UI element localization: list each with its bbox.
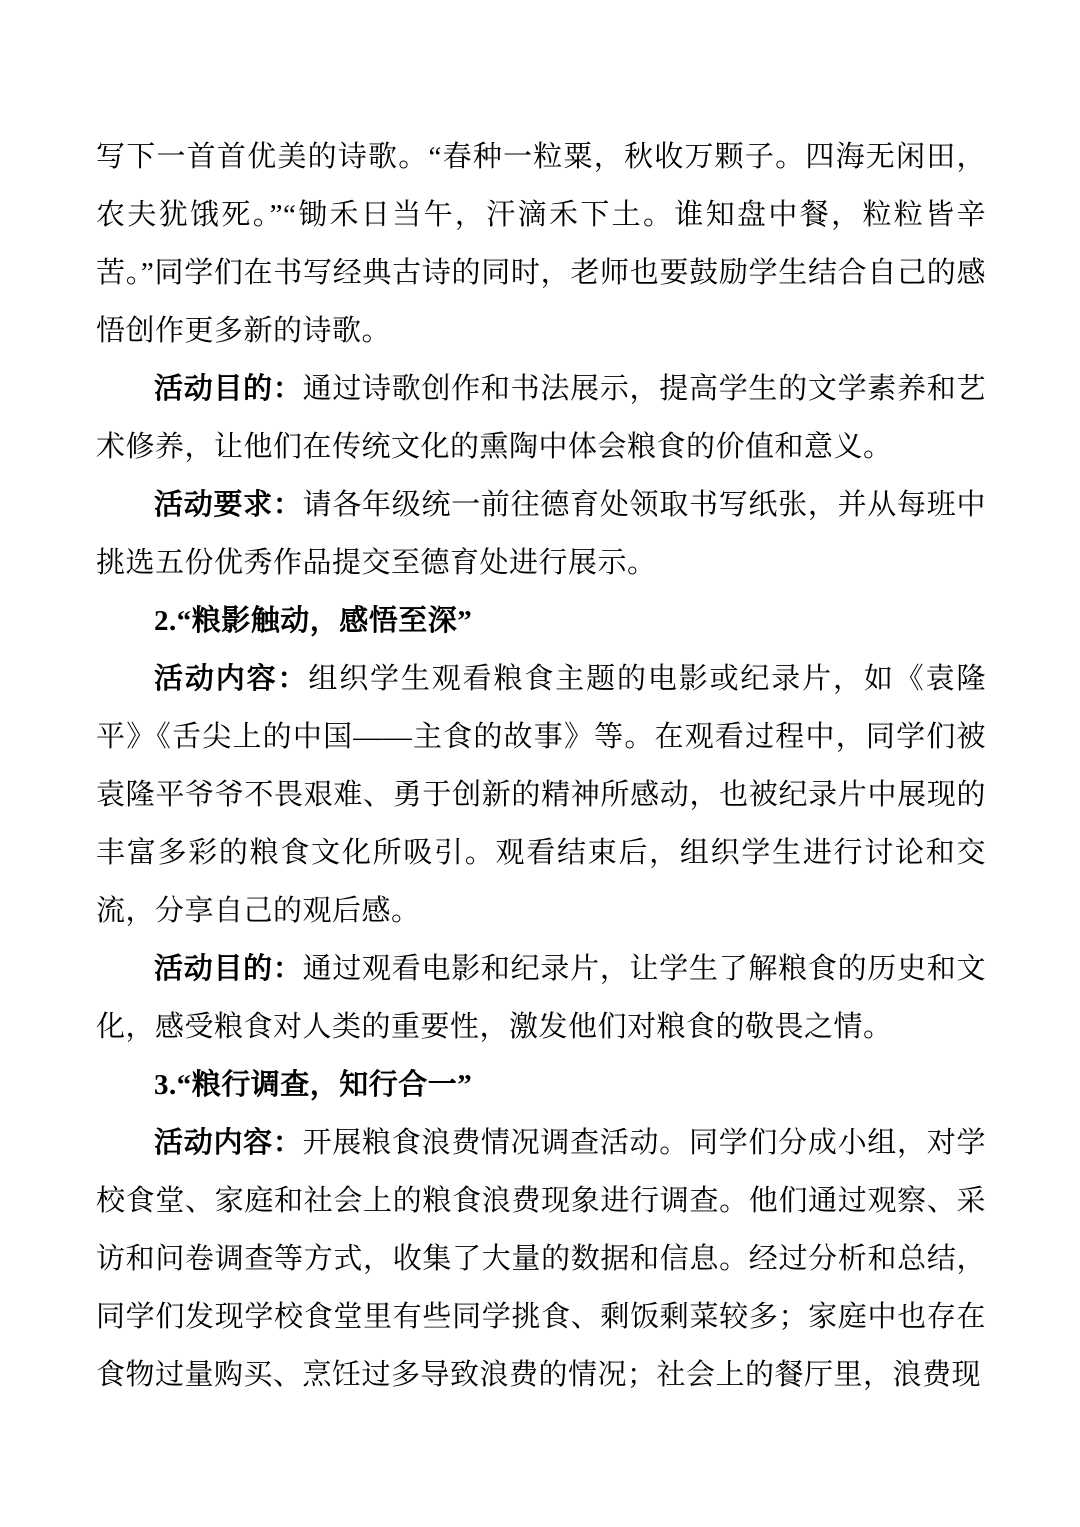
paragraph: [96, 360, 986, 476]
text-segment: 通过诗歌创作和书法展示，提高学生的文学素养和艺术修养，让他们在传统文化的熏陶中体会粮食的价值和意义。: [96, 373, 986, 463]
document-body: [96, 128, 986, 1404]
text-segment: 通过观看电影和纪录片，让学生了解粮食的历史和文化，感受粮食对人类的重要性，激发他们对粮食的敬畏之情。: [96, 953, 986, 1043]
bold-label: 活动内容：: [154, 1127, 303, 1159]
paragraph: [96, 128, 986, 360]
text-segment: 请各年级统一前往德育处领取书写纸张，并从每班中挑选五份优秀作品提交至德育处进行展示。: [96, 489, 986, 579]
paragraph: [96, 476, 986, 592]
paragraph: [96, 940, 986, 1056]
paragraph: [96, 1114, 986, 1404]
text-segment: 写下一首首优美的诗歌。“春种一粒粟，秋收万颗子。四海无闲田，农夫犹饿死。”“锄禾日当午，汗滴禾下土。谁知盘中餐，粒粒皆辛苦。”同学们在书写经典古诗的同时，老师也要鼓励学生结合自己的感悟创作更多新的诗歌。: [96, 141, 986, 347]
bold-label: 2.“粮影触动，感悟至深”: [154, 605, 473, 637]
bold-label: 活动要求：: [154, 489, 303, 521]
bold-label: 3.“粮行调查，知行合一”: [154, 1069, 473, 1101]
text-segment: 开展粮食浪费情况调查活动。同学们分成小组，对学校食堂、家庭和社会上的粮食浪费现象进行调查。他们通过观察、采访和问卷调查等方式，收集了大量的数据和信息。经过分析和总结，同学们发现学校食堂里有些同学挑食、剩饭剩菜较多；家庭中也存在食物过量购买、烹饪过多导致浪费的情况；社会上的餐厅里，浪费现: [96, 1127, 986, 1391]
text-segment: 组织学生观看粮食主题的电影或纪录片，如《袁隆平》《舌尖上的中国——主食的故事》等。在观看过程中，同学们被袁隆平爷爷不畏艰难、勇于创新的精神所感动，也被纪录片中展现的丰富多彩的粮食文化所吸引。观看结束后，组织学生进行讨论和交流，分享自己的观后感。: [96, 663, 986, 927]
section-heading: [96, 592, 986, 650]
bold-label: 活动内容：: [154, 663, 309, 695]
section-heading: [96, 1056, 986, 1114]
paragraph: [96, 650, 986, 940]
bold-label: 活动目的：: [154, 373, 303, 405]
bold-label: 活动目的：: [154, 953, 303, 985]
